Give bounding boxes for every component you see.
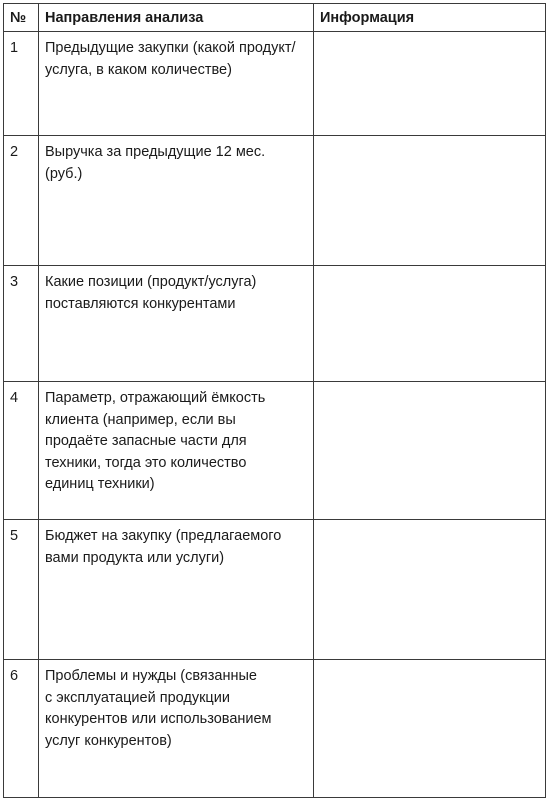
direction-line: Предыдущие закупки (какой продукт/: [45, 40, 296, 56]
row-number: 5: [4, 520, 39, 660]
row-number: 2: [4, 136, 39, 266]
row-number: 4: [4, 382, 39, 520]
direction-line: услуга, в каком количестве): [45, 61, 232, 78]
direction-line: поставляются конкурентами: [45, 295, 236, 312]
direction-line: с эксплуатацией продукции: [45, 689, 230, 706]
direction-line: продаёте запасные части для: [45, 433, 247, 449]
analysis-table: [3, 3, 546, 798]
direction-line: Проблемы и нужды (связанные: [45, 668, 257, 684]
table-row: [4, 660, 546, 798]
row-info-cell[interactable]: [314, 660, 546, 798]
row-number: 3: [4, 266, 39, 382]
row-direction: [39, 266, 314, 382]
row-number: 6: [4, 660, 39, 798]
direction-line: клиента (например, если вы: [45, 411, 236, 428]
table-row: [4, 266, 546, 382]
direction-line: единиц техники): [45, 476, 155, 492]
row-direction: [39, 32, 314, 136]
row-info-cell[interactable]: [314, 382, 546, 520]
direction-line: Выручка за предыдущие 12 мес.: [45, 144, 266, 160]
header-info: Информация: [314, 4, 546, 32]
table-row: [4, 520, 546, 660]
header-number: №: [4, 4, 39, 32]
row-info-cell[interactable]: [314, 136, 546, 266]
row-info-cell[interactable]: [314, 266, 546, 382]
row-direction: [39, 520, 314, 660]
direction-line: Параметр, отражающий ёмкость: [45, 390, 266, 406]
direction-line: услуг конкурентов): [45, 732, 172, 749]
direction-line: вами продукта или услуги): [45, 549, 225, 566]
direction-line: Бюджет на закупку (предлагаемого: [45, 528, 282, 544]
row-info-cell[interactable]: [314, 32, 546, 136]
header-row: [4, 4, 546, 32]
row-direction: [39, 136, 314, 266]
table-row: [4, 32, 546, 136]
row-number: 1: [4, 32, 39, 136]
row-direction: [39, 660, 314, 798]
header-direction: Направления анализа: [39, 4, 314, 32]
direction-line: техники, тогда это количество: [45, 454, 247, 471]
row-info-cell[interactable]: [314, 520, 546, 660]
table-row: [4, 382, 546, 520]
row-direction: [39, 382, 314, 520]
table-row: [4, 136, 546, 266]
direction-line: конкурентов или использованием: [45, 711, 272, 727]
direction-line: (руб.): [45, 165, 83, 182]
direction-line: Какие позиции (продукт/услуга): [45, 274, 257, 290]
